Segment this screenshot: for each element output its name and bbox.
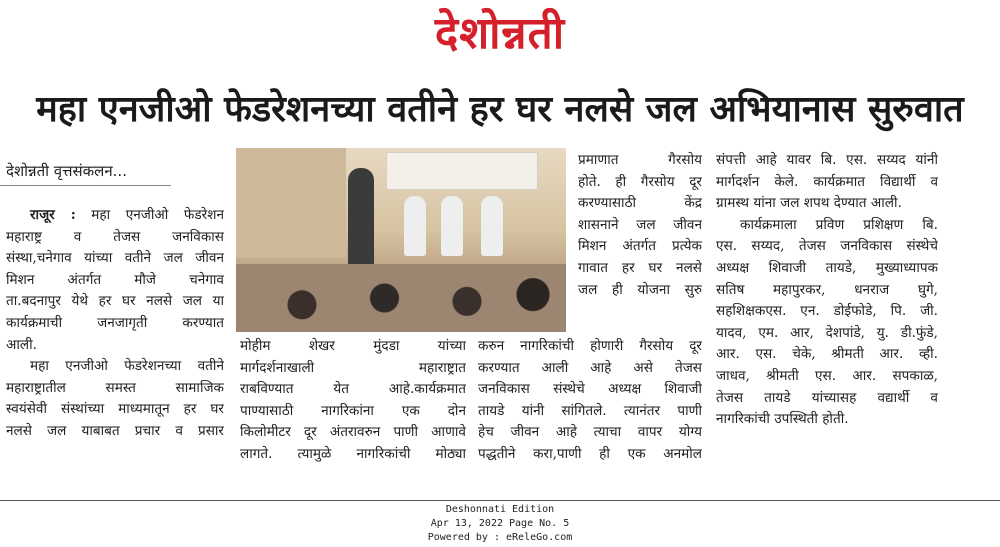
article-column-1: [6, 205, 224, 495]
text-line: शासनाने जल जीवन: [578, 216, 702, 233]
text-line: मोहीम शेखर मुंदडा यांच्या: [240, 338, 466, 354]
text-line: प्रमाणात गैरसोय: [578, 152, 702, 168]
text-line: मिशन अंतर्गत प्रत्येक: [578, 238, 702, 255]
text-line: ता.बदनापुर येथे हर घर नलसे जल या: [6, 293, 224, 310]
article-headline: महा एनजीओ फेडरेशनच्या वतीने हर घर नलसे जल अभियानास सुरुवात: [36, 89, 964, 130]
text-line: कार्यक्रमाला प्रविण प्रशिक्षण बि.: [740, 216, 938, 233]
photo-audience: [236, 264, 566, 332]
text-line: करण्यासाठी केंद्र: [578, 195, 702, 212]
text-line: मार्गदर्शन केले. कार्यक्रमात विद्यार्थी व: [716, 173, 938, 190]
article-column-3-lower: [478, 336, 702, 496]
newspaper-masthead: देशोन्नती: [434, 8, 566, 59]
photo-guest: [481, 196, 503, 256]
photo-guest: [404, 196, 426, 256]
text-line: मार्गदर्शनाखाली महाराष्ट्रात: [240, 359, 466, 376]
page-footer: [0, 500, 1000, 547]
text-line: कार्यक्रमाची जनजागृती करण्यात: [6, 314, 224, 331]
text-line: जल ही योजना सुरु: [578, 281, 702, 298]
footer-date: Apr 13, 2022 Page No. 5: [430, 518, 570, 529]
text-line: नागरिकांची उपस्थिती होती.: [716, 411, 849, 428]
footer-edition: Deshonnati Edition: [445, 504, 555, 515]
text-line: अध्यक्ष शिवाजी तायडे, मुख्याध्यापक: [716, 259, 938, 276]
text-line: नलसे जल याबाबत प्रचार व प्रसार: [6, 422, 224, 439]
dateline-place: राजूर :: [30, 207, 76, 223]
text-line: मिशन अंतर्गत मौजे चनेगाव: [6, 271, 224, 288]
text-line: सहशिक्षकएस. एन. डोईफोडे, पि. जी.: [716, 303, 938, 320]
article-column-4: [716, 150, 938, 495]
text-line: एस. सय्यद, तेजस जनविकास संस्थेचे: [716, 238, 938, 255]
article-column-3-upper: [578, 150, 702, 332]
text-line: आर. एस. चेके, श्रीमती आर. व्ही.: [716, 346, 938, 363]
event-photo: [236, 148, 566, 332]
text-line: स्वयंसेवी संस्थांच्या माध्यमातून हर घर: [6, 401, 224, 418]
text-line: तायडे यांनी सांगितले. त्यानंतर पाणी: [478, 402, 702, 419]
text-line: महा एनजीओ फेडरेशनच्या वतीने: [30, 358, 224, 375]
text-line: महाराष्ट्रातील समस्त सामाजिक: [6, 379, 224, 396]
text-line: संपत्ती आहे यावर बि. एस. सय्यद यांनी: [716, 152, 938, 168]
photo-guest: [441, 196, 463, 256]
text-line: जनविकास संस्थेचे अध्यक्ष शिवाजी: [478, 381, 702, 398]
text-line: हेच जीवन आहे त्याचा वापर योग्य: [478, 424, 702, 441]
text-line: लागते. त्यामुळे नागरिकांची मोठ्या: [240, 445, 466, 462]
text-line: यादव, एम. आर, देशपांडे, यु. डी.फुंडे,: [716, 324, 938, 341]
text-line: करण्यात आली आहे असे तेजस: [478, 359, 702, 376]
text-line: पाण्यासाठी नागरिकांना एक दोन: [240, 402, 466, 419]
text-line: आली.: [6, 336, 37, 353]
text-line: महाराष्ट्र व तेजस जनविकास: [6, 228, 224, 245]
text-line: पद्धतीने करा,पाणी ही एक अनमोल: [478, 445, 702, 462]
photo-wall: [236, 148, 346, 258]
text-line: राबविण्यात येत आहे.कार्यक्रमात: [240, 381, 466, 398]
text-line: ग्रामस्थ यांना जल शपथ देण्यात आली.: [716, 195, 902, 212]
text-line: गावात हर घर नलसे: [578, 259, 702, 276]
text-line: होते. ही गैरसोय दूर: [578, 173, 702, 190]
text-line: करुन नागरिकांची होणारी गैरसोय दूर: [478, 338, 702, 354]
footer-powered-by: Powered by : eReleGo.com: [427, 532, 573, 543]
text-line: तेजस तायडे यांच्यासह वद्यार्थी व: [716, 389, 938, 406]
text-line: जाधव, श्रीमती एस. आर. सपकाळ,: [716, 367, 938, 384]
photo-banner: [386, 152, 538, 190]
article-byline: देशोन्नती वृत्तसंकलन...: [0, 160, 171, 186]
text-line: किलोमीटर दूर अंतरावरुन पाणी आणावे: [240, 424, 466, 441]
text-line: संस्था,चनेगाव यांच्या वतीने जल जीवन: [6, 250, 224, 267]
article-column-2: [240, 336, 466, 496]
text-line: महा एनजीओ फेडरेशन: [75, 207, 224, 223]
text-line: सतिष महापुरकर, धनराज घुगे,: [716, 281, 938, 298]
